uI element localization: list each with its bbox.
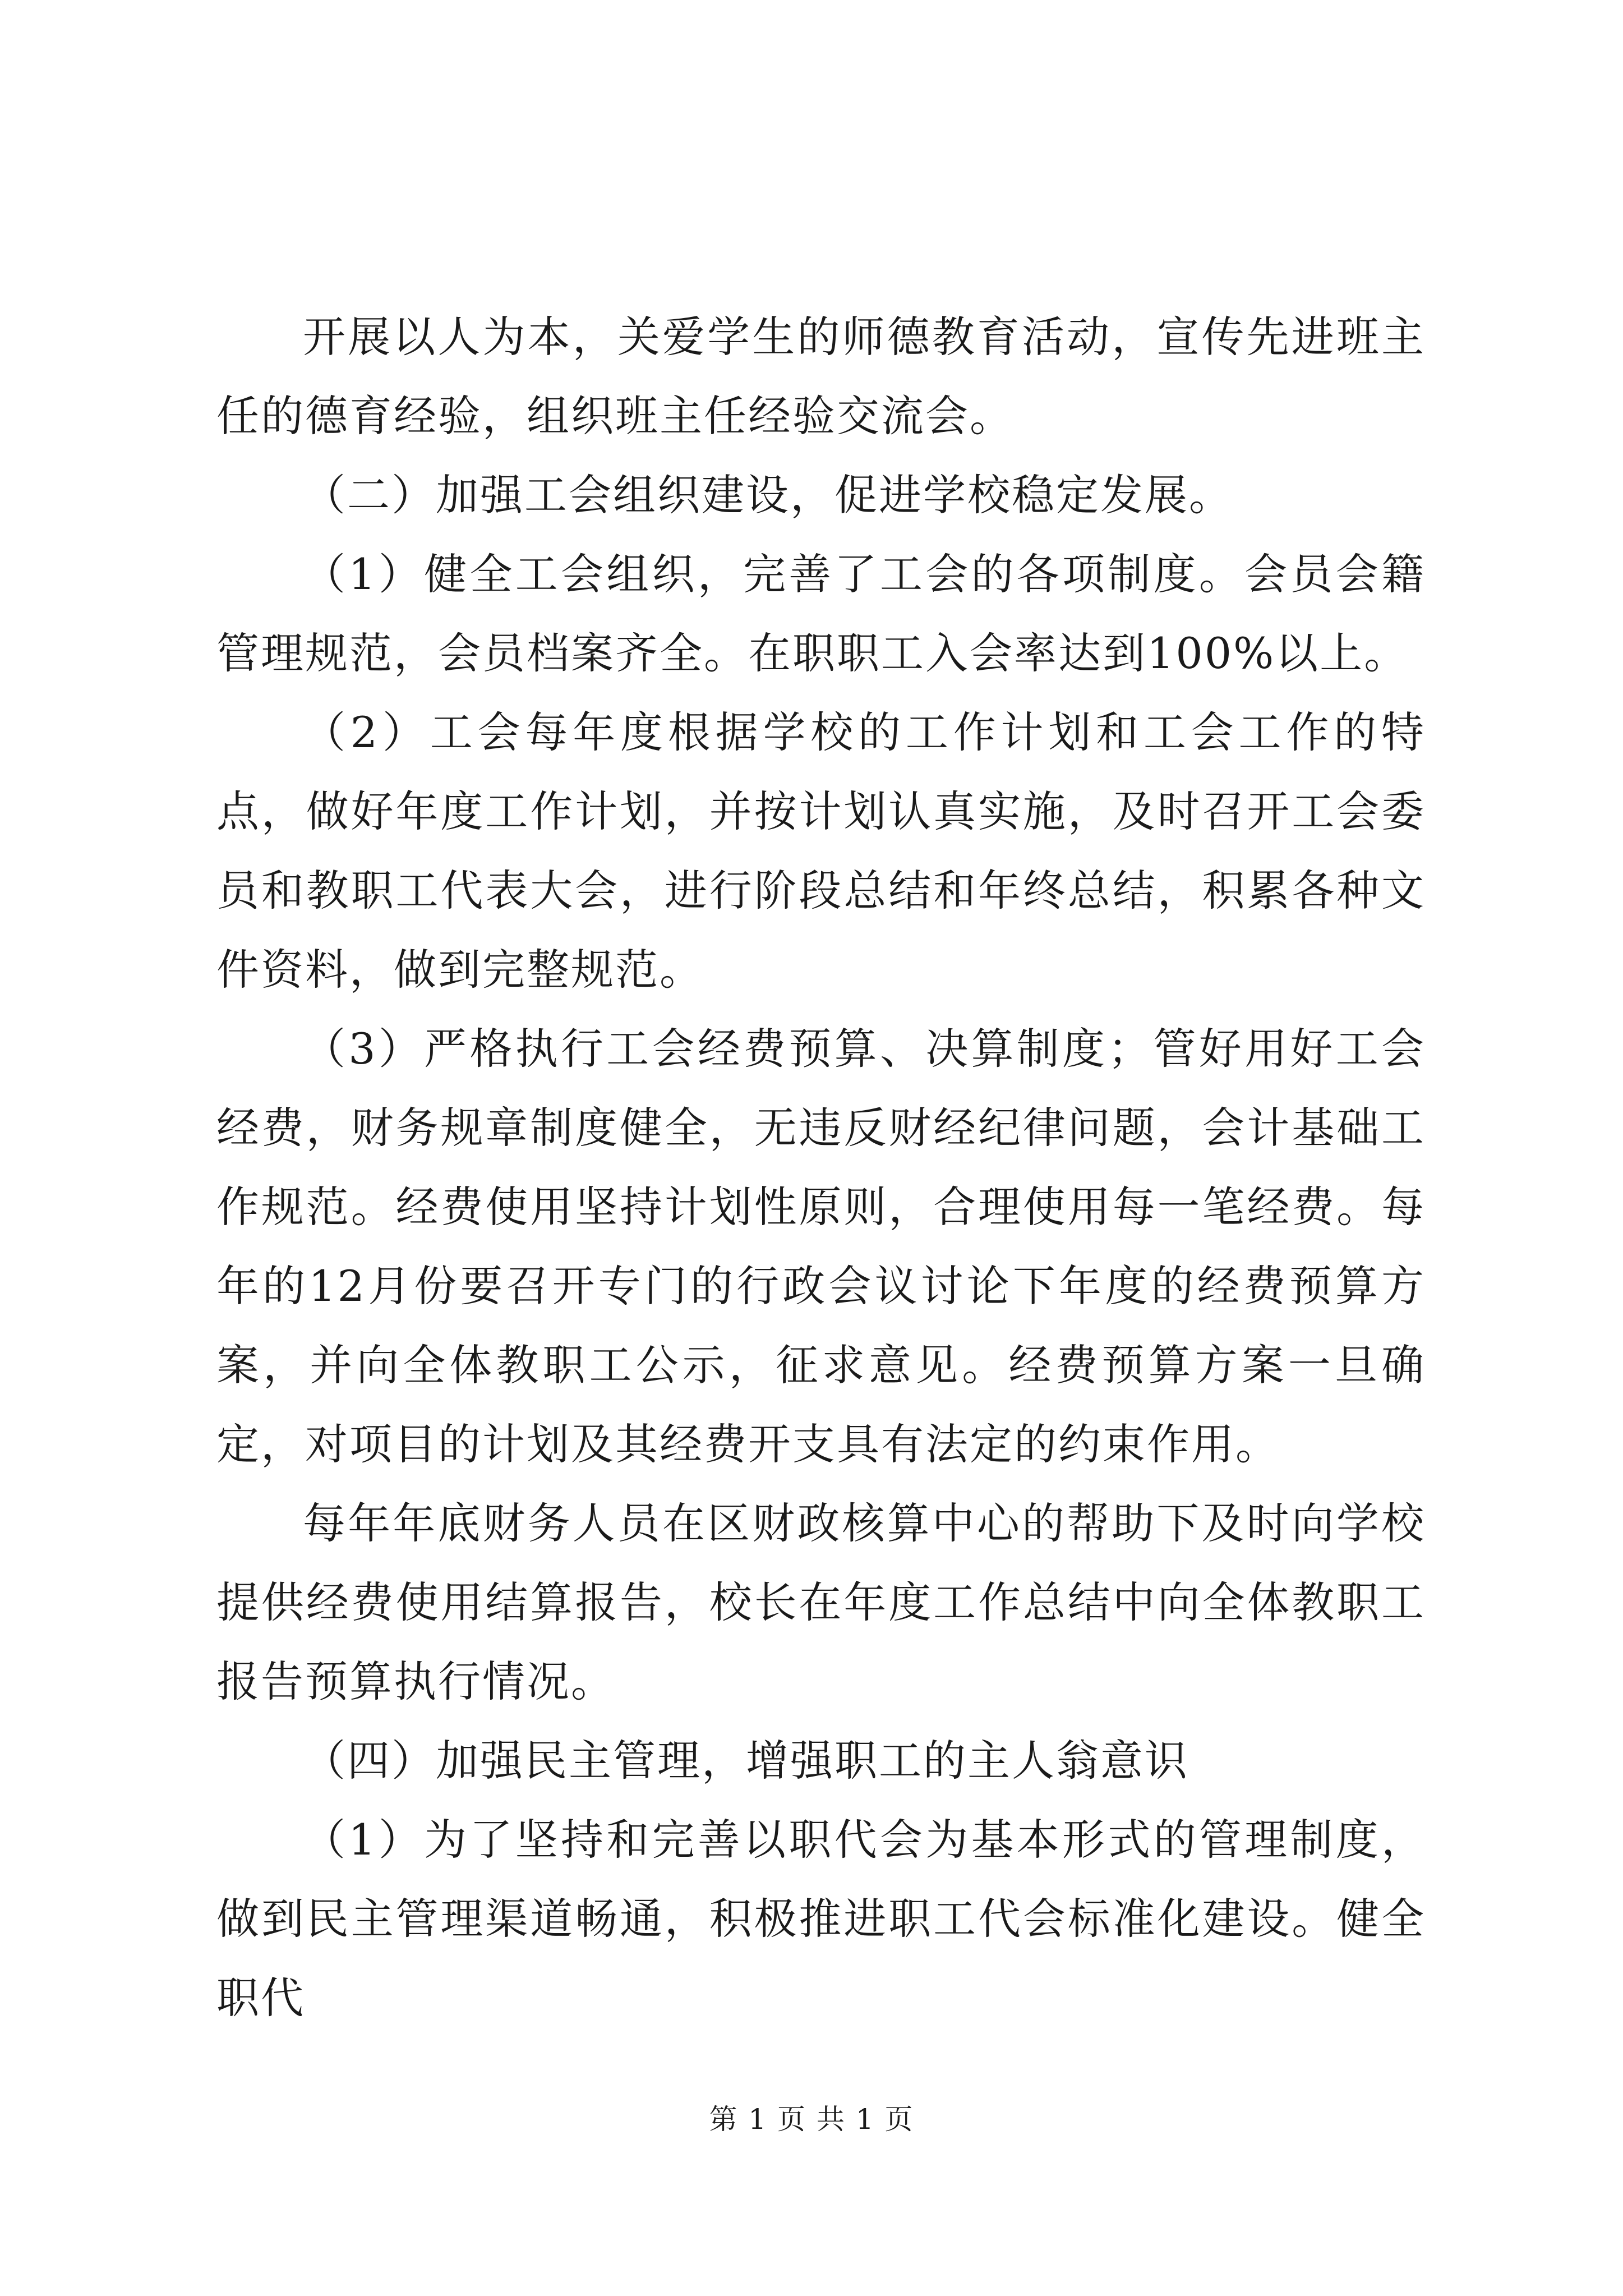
heading-democratic-management: （四）加强民主管理，增强职工的主人翁意识: [303, 1736, 1189, 1786]
heading-union-organization: （二）加强工会组织建设，促进学校稳定发展。: [303, 470, 1233, 520]
paragraph-union-membership: （1）健全工会组织，完善了工会的各项制度。会员会籍管理规范，会员档案齐全。在职职工入会率达到100%以上。: [216, 549, 1426, 678]
paragraph-union-annual-plan: （2）工会每年度根据学校的工作计划和工会工作的特点，做好年度工作计划，并按计划认真实施，及时召开工会委员和教职工代表大会，进行阶段总结和年终总结，积累各种文件资料，做到完整规范。: [216, 707, 1426, 995]
document-body: [216, 297, 1426, 2037]
paragraph-year-end-report: 每年年底财务人员在区财政核算中心的帮助下及时向学校提供经费使用结算报告，校长在年度工作总结中向全体教职工报告预算执行情况。: [216, 1498, 1426, 1706]
page-number-footer: 第 1 页 共 1 页: [709, 2103, 914, 2136]
paragraph-staff-congress: （1）为了坚持和完善以职代会为基本形式的管理制度，做到民主管理渠道畅通，积极推进职工代会标准化建设。健全职代: [216, 1815, 1426, 2023]
paragraph-union-funds: （3）严格执行工会经费预算、决算制度；管好用好工会经费，财务规章制度健全，无违反财经纪律问题，会计基础工作规范。经费使用坚持计划性原则，合理使用每一笔经费。每年的12月份要召开专门的行政会议讨论下年度的经费预算方案，并向全体教职工公示，征求意见。经费预算方案一旦确定，对项目的计划及其经费开支具有法定的约束作用。: [216, 1024, 1426, 1469]
paragraph-teacher-ethics: 开展以人为本，关爱学生的师德教育活动，宣传先进班主任的德育经验，组织班主任经验交流会。: [216, 312, 1426, 441]
